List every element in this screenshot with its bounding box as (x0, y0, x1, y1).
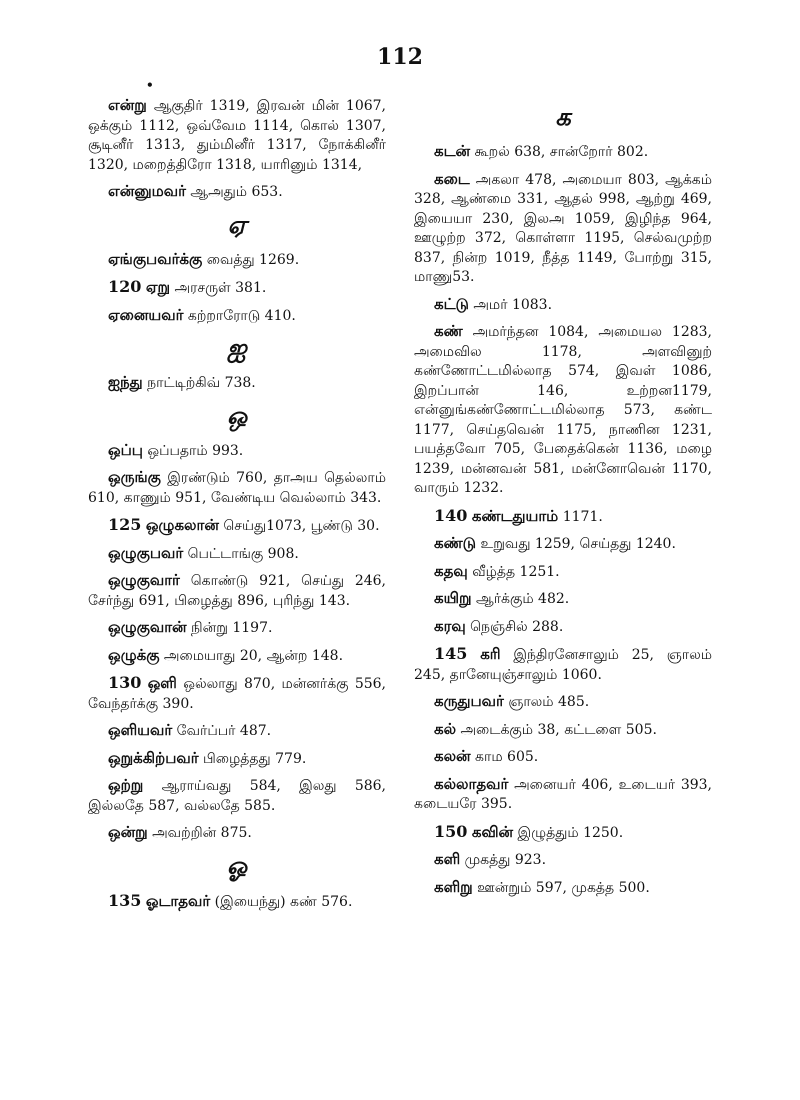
entry-references: நின்று 1197. (191, 620, 273, 636)
index-entry (414, 506, 712, 528)
left-column (88, 96, 386, 919)
entry-number: 145 (434, 644, 468, 663)
index-entry (414, 775, 712, 815)
entry-headword: ஒழுகலான் (145, 516, 219, 534)
entry-references: கூறல் 638, சான்றோர் 802. (474, 144, 649, 160)
entry-references: பெட்டாங்கு 908. (187, 545, 299, 562)
entry-number: 130 (108, 673, 142, 692)
index-entry (88, 373, 386, 394)
entry-headword: ஒறுக்கிற்பவர் (108, 748, 199, 767)
entry-references: இழுத்தும் 1250. (517, 824, 624, 841)
index-entry (414, 692, 712, 713)
bullet-mark: • (146, 78, 154, 92)
index-entry (88, 441, 386, 462)
index-entry (88, 721, 386, 742)
entry-references: அமர்ந்தன 1084, அமையல 1283, அமைவில 1178, அளவினுற் கண்ணோட்டமில்லாத 574, இவள் 1086, இறப்பான் 146, உற்றன1179, என்னுங்கண்ணோட்டமில்லாத 573, கண்ட 1177, செய்தவென் 1175, நாணின 1231, பயத்தவோ 705, பேதைக்கென் 1136, மழை 1239, மன்னவன் 581, மன்னோவென் 1170, வாரும் 1232. (414, 324, 713, 496)
entry-references: ஆகுதிர் 1319, இரவன் மின் 1067, ஒக்கும் 1112, ஒவ்வேம 1114, கொல் 1307, சூடினீர் 1313, தும்மினீர் 1317, நோக்கினீர் 1320, மறைத்திரோ 1318, யாரினும் 1314, (88, 98, 387, 173)
entry-headword: கயிறு (434, 589, 472, 607)
entry-headword: என்னுமவர் (108, 182, 186, 200)
entry-headword: கண் (434, 322, 463, 340)
index-entry (88, 571, 386, 611)
entry-headword: கலன் (434, 747, 471, 765)
entry-headword: கட்டு (434, 294, 469, 313)
page-number: 112 (377, 44, 423, 70)
entry-references: அமர் 1083. (473, 296, 553, 313)
entry-references: அனையர் 406, உடையர் 393, கடையரே 395. (414, 776, 712, 812)
entry-references: உறுவது 1259, செய்தது 1240. (480, 536, 676, 552)
index-entry (88, 646, 386, 667)
section-heading-letter: க (555, 102, 571, 131)
index-entry (414, 850, 712, 871)
entry-headword: ஒழுகுவார் (108, 571, 180, 589)
index-entry (88, 515, 386, 537)
entry-references: பிழைத்தது 779. (203, 750, 307, 767)
entry-headword: என்று (108, 96, 147, 114)
index-entry (88, 250, 386, 271)
entry-references: நாட்டிற்கிவ் 738. (147, 375, 256, 391)
index-entry (414, 644, 712, 685)
index-entry (88, 618, 386, 639)
entry-headword: ஐந்து (108, 373, 143, 391)
index-entry (414, 142, 712, 163)
entry-headword: கண்டதுயாம் (471, 506, 559, 525)
entry-headword: ஓடாதவர் (145, 891, 211, 910)
index-entry (88, 96, 386, 175)
entry-headword: ஒப்பு (108, 440, 143, 459)
entry-headword: கரவு (434, 616, 466, 635)
index-entry (88, 468, 386, 508)
entry-references: முகத்து 923. (464, 852, 547, 868)
entry-headword: கல்லாதவர் (434, 774, 509, 793)
entry-headword: கதவு (434, 561, 468, 580)
index-entry (88, 823, 386, 844)
entry-references: 1171. (562, 508, 603, 525)
index-entry (88, 891, 386, 913)
entry-number: 150 (434, 821, 468, 841)
entry-references: ஆஅதும் 653. (190, 184, 283, 200)
entry-headword: ஒளி (147, 674, 177, 692)
entry-headword: ஒளியவர் (108, 721, 173, 739)
index-entry (414, 878, 712, 899)
entry-references: ஒப்பதாம் 993. (147, 442, 244, 459)
entry-references: ஒல்லாது 870, மன்னர்க்கு 556, வேந்தர்க்கு 390. (88, 676, 387, 712)
section-heading-letter: ஐ (227, 333, 247, 362)
entry-references: கொண்டு 921, செய்து 246, சேர்ந்து 691, பிழைத்து 896, புரிந்து 143. (88, 573, 387, 609)
entry-headword: ஒற்று (108, 776, 144, 794)
entry-headword: ஏனையவர் (108, 305, 184, 324)
right-column (414, 96, 712, 905)
index-entry (88, 776, 386, 816)
entry-headword: ஒழுகுவான் (108, 618, 187, 636)
index-entry (88, 277, 386, 299)
entry-references: அகலா 478, அமையா 803, ஆக்கம் 328, ஆண்மை 331, ஆதல் 998, ஆற்று 469, இயையா 230, இலஅ 1059, இழிந்த 964, ஊழுற்ற 372, கொள்ளா 1195, செல்வமுற்ற 837, நின்ற 1019, நீத்த 1149, போற்று 315, மாணு53. (414, 171, 712, 285)
entry-headword: ஒருங்கு (108, 468, 161, 486)
entry-references: ஊன்றும் 597, முகத்த 500. (477, 879, 650, 896)
entry-headword: கரி (480, 645, 501, 663)
entry-references: அவற்றின் 875. (152, 825, 252, 841)
entry-references: அரசருள் 381. (174, 280, 267, 296)
index-entry (88, 306, 386, 327)
entry-number: 120 (108, 277, 142, 296)
entry-references: நெஞ்சில் 288. (470, 618, 564, 635)
entry-references: ஆர்க்கும் 482. (475, 591, 570, 607)
section-heading-letter: ஒ (226, 400, 248, 430)
index-entry (414, 322, 712, 499)
index-entry (414, 617, 712, 638)
entry-headword: ஏங்குபவர்க்கு (108, 249, 203, 268)
entry-headword: ஒன்று (108, 823, 148, 841)
entry-references: காம 605. (475, 749, 539, 765)
entry-references: இரண்டும் 760, தாஅய தெல்லாம் 610, காணும் 951, வேண்டிய வெல்லாம் 343. (88, 470, 386, 506)
entry-headword: ஏறு (145, 278, 171, 296)
index-entry (88, 182, 386, 203)
entry-references: அமையாது 20, ஆன்ற 148. (163, 647, 344, 664)
index-entry (414, 295, 712, 316)
entry-references: வேர்ப்பர் 487. (176, 723, 272, 739)
index-entry (414, 562, 712, 583)
entry-references: (இயைந்து) கண் 576. (214, 893, 353, 910)
index-entry (414, 822, 712, 844)
index-entry (88, 673, 386, 714)
entry-headword: களி (434, 850, 461, 868)
entry-references: செய்து1073, பூண்டு 30. (223, 518, 380, 534)
entry-references: கற்றாரோடு 410. (187, 307, 296, 324)
entry-headword: கவின் (471, 822, 514, 841)
entry-number: 140 (434, 505, 468, 525)
entry-headword: கடன் (434, 142, 471, 160)
entry-number: 135 (108, 890, 142, 910)
entry-headword: கடை (434, 169, 470, 188)
entry-headword: ஒழுகுபவர் (108, 543, 184, 562)
entry-references: ஞாலம் 485. (508, 694, 590, 710)
index-entry (88, 749, 386, 770)
entry-references: வீழ்த்த 1251. (472, 563, 560, 580)
index-entry (414, 720, 712, 741)
entry-headword: கண்டு (434, 534, 477, 552)
entry-headword: களிறு (434, 877, 473, 896)
entry-references: அடைக்கும் 38, கட்டளை 505. (460, 721, 657, 738)
index-entry (88, 544, 386, 565)
index-entry (414, 534, 712, 555)
entry-number: 125 (108, 515, 142, 534)
index-entry (414, 747, 712, 768)
section-heading-letter: ஏ (227, 209, 247, 239)
index-entry (414, 589, 712, 610)
entry-headword: ஒழுக்கு (108, 645, 160, 664)
entry-references: ஆராய்வது 584, இலது 586, இல்லதே 587, வல்லதே 585. (88, 778, 387, 814)
entry-headword: கருதுபவர் (434, 692, 504, 710)
section-heading-letter: ஓ (226, 850, 248, 880)
entry-headword: கல் (434, 719, 457, 738)
entry-references: இந்திரனேசாலும் 25, ஞாலம் 245, தானேயுஞ்சாலும் 1060. (414, 647, 712, 683)
index-entry (414, 170, 712, 288)
entry-references: வைத்து 1269. (206, 251, 300, 268)
